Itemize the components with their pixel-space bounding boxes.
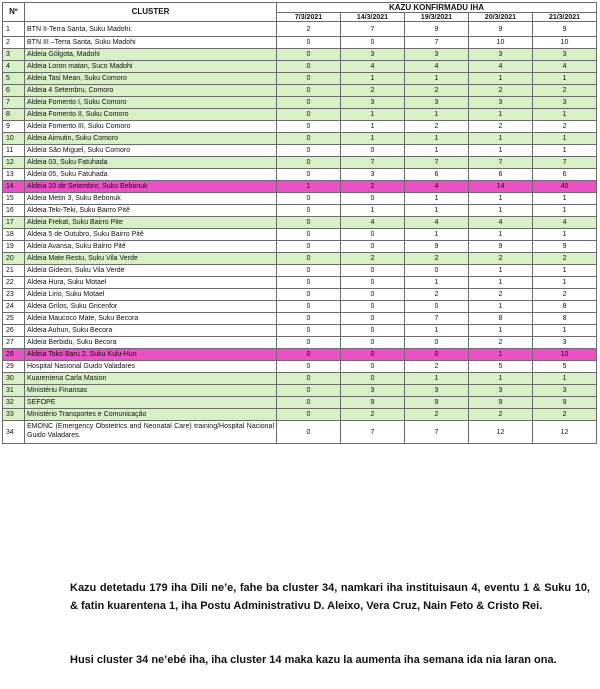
table-row (3, 121, 597, 133)
cluster-name: BTN III –Terra Santa, Suku Madohi (25, 37, 277, 49)
case-count-date-2: 0 (341, 229, 405, 241)
case-count-date-5: 1 (533, 133, 597, 145)
table-row (3, 253, 597, 265)
case-count-date-1: 0 (277, 121, 341, 133)
case-count-date-5: 1 (533, 193, 597, 205)
row-number: 23 (3, 289, 25, 301)
case-count-date-3: 2 (405, 85, 469, 97)
cluster-name: Aldeia Hura, Suku Motael (25, 277, 277, 289)
case-count-date-4: 8 (469, 313, 533, 325)
case-count-date-1: 0 (277, 421, 341, 444)
row-number: 5 (3, 73, 25, 85)
row-number: 10 (3, 133, 25, 145)
row-number: 2 (3, 37, 25, 49)
cluster-name: EMONC (Emergency Obstetrics and Neonatal Care) training/Hospital Nacional Guido Valadares. (25, 421, 277, 444)
cluster-name: Ministério Transportes e Comunicação (25, 409, 277, 421)
cluster-name: Hospital Nasional Guido Valadares (25, 361, 277, 373)
case-count-date-5: 7 (533, 157, 597, 169)
case-count-date-5: 40 (533, 181, 597, 193)
case-count-date-3: 1 (405, 73, 469, 85)
case-count-date-3: 1 (405, 373, 469, 385)
case-count-date-1: 0 (277, 193, 341, 205)
table-row (3, 241, 597, 253)
cluster-name: Aldeia 05, Suku Fatuhada (25, 169, 277, 181)
case-count-date-3: 1 (405, 229, 469, 241)
case-count-date-2: 3 (341, 97, 405, 109)
case-count-date-5: 4 (533, 61, 597, 73)
case-count-date-4: 1 (469, 229, 533, 241)
row-number: 3 (3, 49, 25, 61)
case-count-date-2: 2 (341, 181, 405, 193)
table-header (3, 3, 597, 22)
cluster-name: Aldeia Metin 3, Suku Bebonuk (25, 193, 277, 205)
cluster-name: Kuarentena Carla Masion (25, 373, 277, 385)
row-number: 1 (3, 22, 25, 37)
row-number: 27 (3, 337, 25, 349)
table-row (3, 73, 597, 85)
cluster-name: BTN II-Terra Santa, Suku Madohi: (25, 22, 277, 37)
table-row (3, 133, 597, 145)
case-count-date-1: 0 (277, 313, 341, 325)
case-count-date-1: 0 (277, 325, 341, 337)
case-count-date-4: 6 (469, 169, 533, 181)
case-count-date-5: 2 (533, 85, 597, 97)
case-count-date-5: 3 (533, 385, 597, 397)
case-count-date-1: 0 (277, 145, 341, 157)
header-date-2: 14/3/2021 (341, 13, 405, 22)
case-count-date-1: 0 (277, 49, 341, 61)
case-count-date-5: 1 (533, 109, 597, 121)
case-count-date-3: 7 (405, 421, 469, 444)
cluster-name: Aldeia 03, Suku Fatuhada (25, 157, 277, 169)
trend-paragraph: Husi cluster 34 ne’ebé iha, iha cluster 14 maka kazu la aumenta iha semana ida nia laran ona. (70, 654, 557, 666)
case-count-date-4: 2 (469, 253, 533, 265)
cluster-name: Aldeia Mate Restu, Suku Vila Verde (25, 253, 277, 265)
case-count-date-4: 1 (469, 325, 533, 337)
case-count-date-5: 9 (533, 22, 597, 37)
case-count-date-4: 12 (469, 421, 533, 444)
header-date-1: 7/3/2021 (277, 13, 341, 22)
case-count-date-5: 1 (533, 145, 597, 157)
case-count-date-4: 1 (469, 73, 533, 85)
cluster-name: Aldeia Gideon, Suku Vila Verde (25, 265, 277, 277)
case-count-date-3: 9 (405, 397, 469, 409)
cluster-name: Aldeia 20 de Setembro, Suku Bebonuk (25, 181, 277, 193)
case-count-date-3: 1 (405, 193, 469, 205)
case-count-date-3: 1 (405, 277, 469, 289)
case-count-date-2: 0 (341, 301, 405, 313)
row-number: 7 (3, 97, 25, 109)
cluster-name: Aldeia São Miguel, Suku Comoro (25, 145, 277, 157)
case-count-date-3: 6 (405, 169, 469, 181)
cluster-name: Aldeia Fomento II, Suku Comoro (25, 109, 277, 121)
case-count-date-2: 3 (341, 385, 405, 397)
case-count-date-1: 0 (277, 217, 341, 229)
case-count-date-4: 14 (469, 181, 533, 193)
cluster-name: SEFOPE (25, 397, 277, 409)
case-count-date-5: 10 (533, 37, 597, 49)
case-count-date-2: 1 (341, 133, 405, 145)
case-count-date-5: 1 (533, 265, 597, 277)
case-count-date-3: 2 (405, 289, 469, 301)
case-count-date-4: 1 (469, 109, 533, 121)
case-count-date-5: 3 (533, 97, 597, 109)
case-count-date-5: 2 (533, 289, 597, 301)
row-number: 31 (3, 385, 25, 397)
case-count-date-4: 2 (469, 121, 533, 133)
case-count-date-3: 7 (405, 313, 469, 325)
case-count-date-2: 2 (341, 409, 405, 421)
case-count-date-2: 1 (341, 205, 405, 217)
case-count-date-1: 0 (277, 73, 341, 85)
case-count-date-1: 0 (277, 337, 341, 349)
case-count-date-5: 2 (533, 253, 597, 265)
case-count-date-1: 0 (277, 361, 341, 373)
case-count-date-2: 0 (341, 145, 405, 157)
cases-table (2, 2, 597, 444)
table-row (3, 37, 597, 49)
cluster-name: Aldeia 5 de Outubro, Suku Bairro Pitê (25, 229, 277, 241)
row-number: 26 (3, 325, 25, 337)
cluster-name: Aldeia Teki-Teki, Suku Bairro Pitê (25, 205, 277, 217)
case-count-date-4: 9 (469, 397, 533, 409)
row-number: 30 (3, 373, 25, 385)
row-number: 20 (3, 253, 25, 265)
case-count-date-2: 0 (341, 337, 405, 349)
row-number: 6 (3, 85, 25, 97)
case-count-date-4: 1 (469, 265, 533, 277)
row-number: 15 (3, 193, 25, 205)
table-row (3, 169, 597, 181)
case-count-date-2: 0 (341, 241, 405, 253)
case-count-date-4: 1 (469, 193, 533, 205)
case-count-date-2: 0 (341, 361, 405, 373)
table-row (3, 109, 597, 121)
cluster-name: Aldeia Maucoco Mate, Suku Becora (25, 313, 277, 325)
case-count-date-5: 6 (533, 169, 597, 181)
case-count-date-3: 4 (405, 217, 469, 229)
case-count-date-2: 0 (341, 37, 405, 49)
case-count-date-3: 7 (405, 37, 469, 49)
table-row (3, 22, 597, 37)
cluster-name: Aldeia Lirio, Suku Motael (25, 289, 277, 301)
summary-paragraph: Kazu detetadu 179 iha Dili ne’e, fahe ba cluster 34, namkari iha instituisaun 4, eventu 1 & Suku 10, & fatin kuarentena 1, iha Postu Administrativu D. Aleixo, Vera Cruz, Nain Feto & Cristo Rei. (70, 582, 590, 612)
row-number: 9 (3, 121, 25, 133)
case-count-date-1: 0 (277, 169, 341, 181)
table-row (3, 361, 597, 373)
row-number: 29 (3, 361, 25, 373)
table-row (3, 397, 597, 409)
case-count-date-1: 0 (277, 133, 341, 145)
table-row (3, 85, 597, 97)
case-count-date-3: 2 (405, 121, 469, 133)
case-count-date-2: 3 (341, 169, 405, 181)
case-count-date-4: 1 (469, 349, 533, 361)
case-count-date-2: 1 (341, 109, 405, 121)
header-no: Nº (3, 3, 25, 22)
table-row (3, 349, 597, 361)
row-number: 14 (3, 181, 25, 193)
case-count-date-4: 3 (469, 385, 533, 397)
case-count-date-5: 9 (533, 397, 597, 409)
case-count-date-3: 0 (405, 337, 469, 349)
case-count-date-3: 1 (405, 205, 469, 217)
cluster-name: Aldeia Berbidu, Suku Becora (25, 337, 277, 349)
case-count-date-2: 2 (341, 253, 405, 265)
case-count-date-5: 3 (533, 49, 597, 61)
table-row (3, 409, 597, 421)
table-row (3, 373, 597, 385)
table-body (3, 22, 597, 444)
row-number: 13 (3, 169, 25, 181)
table-row (3, 289, 597, 301)
case-count-date-3: 3 (405, 97, 469, 109)
case-count-date-4: 2 (469, 85, 533, 97)
table-row (3, 265, 597, 277)
case-count-date-5: 1 (533, 373, 597, 385)
row-number: 34 (3, 421, 25, 444)
row-number: 28 (3, 349, 25, 361)
case-count-date-4: 5 (469, 361, 533, 373)
case-count-date-2: 7 (341, 421, 405, 444)
row-number: 16 (3, 205, 25, 217)
row-number: 33 (3, 409, 25, 421)
cluster-name: Aldeia Loron matan, Suco Madohi (25, 61, 277, 73)
case-count-date-1: 0 (277, 385, 341, 397)
table-row (3, 277, 597, 289)
table-row (3, 97, 597, 109)
case-count-date-3: 3 (405, 49, 469, 61)
table-row (3, 49, 597, 61)
case-count-date-5: 8 (533, 313, 597, 325)
case-count-date-1: 0 (277, 301, 341, 313)
case-count-date-4: 4 (469, 61, 533, 73)
table-row (3, 181, 597, 193)
case-count-date-2: 0 (341, 289, 405, 301)
table-row (3, 385, 597, 397)
cluster-name: Aldeia 4 Setembru, Comoro (25, 85, 277, 97)
case-count-date-3: 0 (405, 265, 469, 277)
row-number: 24 (3, 301, 25, 313)
case-count-date-5: 1 (533, 277, 597, 289)
case-count-date-4: 1 (469, 373, 533, 385)
row-number: 4 (3, 61, 25, 73)
header-date-5: 21/3/2021 (533, 13, 597, 22)
case-count-date-4: 2 (469, 337, 533, 349)
cluster-name: Aldeia Auhun, Suku Becora (25, 325, 277, 337)
case-count-date-3: 0 (405, 301, 469, 313)
row-number: 22 (3, 277, 25, 289)
case-count-date-1: 0 (277, 37, 341, 49)
case-count-date-2: 9 (341, 397, 405, 409)
case-count-date-5: 2 (533, 409, 597, 421)
cluster-name: Aldeia Tasi Mean, Suku Comoro (25, 73, 277, 85)
header-kazu-konfirmadu: KAZU KONFIRMADU IHA (277, 3, 597, 13)
case-count-date-1: 0 (277, 241, 341, 253)
case-count-date-3: 1 (405, 109, 469, 121)
case-count-date-2: 3 (341, 49, 405, 61)
case-count-date-1: 0 (277, 349, 341, 361)
case-count-date-1: 2 (277, 22, 341, 37)
case-count-date-3: 4 (405, 181, 469, 193)
case-count-date-4: 10 (469, 37, 533, 49)
case-count-date-3: 4 (405, 61, 469, 73)
case-count-date-5: 1 (533, 325, 597, 337)
case-count-date-4: 9 (469, 22, 533, 37)
row-number: 21 (3, 265, 25, 277)
case-count-date-5: 2 (533, 121, 597, 133)
cluster-name: Aldeia Avansa, Suku Bairro Pitê (25, 241, 277, 253)
case-count-date-5: 10 (533, 349, 597, 361)
table-row (3, 157, 597, 169)
case-count-date-2: 0 (341, 193, 405, 205)
case-count-date-1: 0 (277, 205, 341, 217)
cluster-name: Aldeia Frekat, Suku Bairro Pite (25, 217, 277, 229)
case-count-date-4: 1 (469, 301, 533, 313)
case-count-date-1: 1 (277, 181, 341, 193)
case-count-date-4: 3 (469, 97, 533, 109)
case-count-date-2: 0 (341, 349, 405, 361)
case-count-date-4: 2 (469, 409, 533, 421)
case-count-date-3: 7 (405, 157, 469, 169)
case-count-date-2: 0 (341, 313, 405, 325)
case-count-date-4: 7 (469, 157, 533, 169)
cluster-name: Aldeia Toko Baru 2, Suku Kulu-Hun (25, 349, 277, 361)
cluster-name: Aldeia Aimutin, Suku Comoro (25, 133, 277, 145)
case-count-date-1: 0 (277, 289, 341, 301)
case-count-date-3: 9 (405, 22, 469, 37)
case-count-date-4: 1 (469, 277, 533, 289)
case-count-date-5: 4 (533, 217, 597, 229)
case-count-date-5: 3 (533, 337, 597, 349)
case-count-date-1: 0 (277, 229, 341, 241)
case-count-date-2: 0 (341, 373, 405, 385)
table-row (3, 61, 597, 73)
case-count-date-4: 1 (469, 133, 533, 145)
case-count-date-5: 9 (533, 241, 597, 253)
table-row (3, 337, 597, 349)
case-count-date-3: 2 (405, 253, 469, 265)
table-row (3, 205, 597, 217)
row-number: 12 (3, 157, 25, 169)
case-count-date-2: 7 (341, 157, 405, 169)
case-count-date-2: 4 (341, 217, 405, 229)
header-date-3: 19/3/2021 (405, 13, 469, 22)
case-count-date-2: 4 (341, 61, 405, 73)
case-count-date-1: 0 (277, 253, 341, 265)
cluster-name: Aldeia Grilos, Suku Gricenfor (25, 301, 277, 313)
cluster-name: Ministériu Finansas (25, 385, 277, 397)
row-number: 17 (3, 217, 25, 229)
case-count-date-4: 1 (469, 145, 533, 157)
case-count-date-2: 1 (341, 121, 405, 133)
case-count-date-3: 3 (405, 385, 469, 397)
case-count-date-1: 0 (277, 265, 341, 277)
case-count-date-2: 0 (341, 265, 405, 277)
row-number: 18 (3, 229, 25, 241)
table-row (3, 313, 597, 325)
table-row (3, 301, 597, 313)
case-count-date-1: 0 (277, 277, 341, 289)
case-count-date-2: 7 (341, 22, 405, 37)
table-row (3, 145, 597, 157)
case-count-date-5: 1 (533, 205, 597, 217)
cluster-name: Aldeia Fomento III, Suku Comoro (25, 121, 277, 133)
row-number: 8 (3, 109, 25, 121)
case-count-date-5: 1 (533, 73, 597, 85)
case-count-date-3: 2 (405, 361, 469, 373)
case-count-date-4: 9 (469, 241, 533, 253)
header-date-4: 20/3/2021 (469, 13, 533, 22)
row-number: 19 (3, 241, 25, 253)
case-count-date-2: 2 (341, 85, 405, 97)
case-count-date-3: 1 (405, 133, 469, 145)
case-count-date-4: 1 (469, 205, 533, 217)
case-count-date-3: 0 (405, 349, 469, 361)
row-number: 11 (3, 145, 25, 157)
table-row (3, 325, 597, 337)
case-count-date-1: 0 (277, 409, 341, 421)
case-count-date-5: 8 (533, 301, 597, 313)
case-count-date-2: 0 (341, 325, 405, 337)
table-row (3, 421, 597, 444)
table-row (3, 193, 597, 205)
case-count-date-1: 0 (277, 373, 341, 385)
case-count-date-1: 0 (277, 157, 341, 169)
case-count-date-1: 0 (277, 397, 341, 409)
case-count-date-2: 0 (341, 277, 405, 289)
case-count-date-3: 2 (405, 409, 469, 421)
case-count-date-4: 3 (469, 49, 533, 61)
case-count-date-5: 5 (533, 361, 597, 373)
case-count-date-4: 2 (469, 289, 533, 301)
case-count-date-5: 12 (533, 421, 597, 444)
case-count-date-5: 1 (533, 229, 597, 241)
case-count-date-1: 0 (277, 85, 341, 97)
header-cluster: CLUSTER (25, 3, 277, 22)
cluster-name: Aldeia Gólgota, Madohi (25, 49, 277, 61)
case-count-date-1: 0 (277, 61, 341, 73)
case-count-date-3: 1 (405, 325, 469, 337)
case-count-date-4: 4 (469, 217, 533, 229)
table-row (3, 229, 597, 241)
row-number: 25 (3, 313, 25, 325)
cluster-name: Aldeia Fomento I, Suku Comoro (25, 97, 277, 109)
table-row (3, 217, 597, 229)
case-count-date-1: 0 (277, 109, 341, 121)
case-count-date-3: 1 (405, 145, 469, 157)
row-number: 32 (3, 397, 25, 409)
case-count-date-1: 0 (277, 97, 341, 109)
case-count-date-2: 1 (341, 73, 405, 85)
case-count-date-3: 9 (405, 241, 469, 253)
